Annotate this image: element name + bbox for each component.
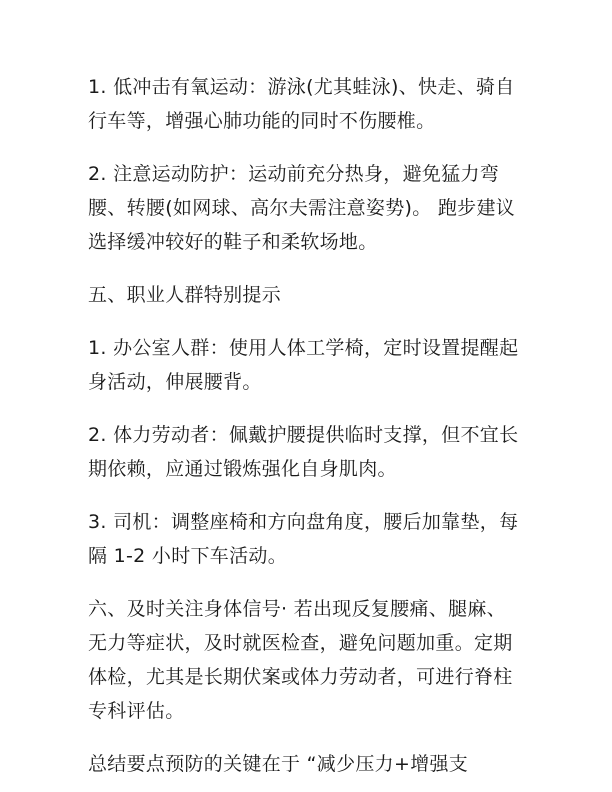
- paragraph-manual-laborers: 2. 体力劳动者：佩戴护腰提供临时支撑，但不宜长期依赖，应通过锻炼强化自身肌肉。: [88, 424, 519, 480]
- paragraph-office-workers: 1. 办公室人群：使用人体工学椅，定时设置提醒起身活动，伸展腰背。: [88, 337, 519, 393]
- section-heading-occupational-tips: 五、职业人群特别提示: [88, 284, 282, 306]
- paragraph-summary: 总结要点预防的关键在于 “减少压力+增强支: [88, 753, 469, 775]
- paragraph-low-impact-exercise: 1. 低冲击有氧运动：游泳(尤其蛙泳)、快走、骑自行车等，增强心肺功能的同时不伤腰椎。: [88, 76, 515, 132]
- paragraph-exercise-protection: 2. 注意运动防护：运动前充分热身，避免猛力弯腰、转腰(如网球、高尔夫需注意姿势)。 跑步建议选择缓冲较好的鞋子和柔软场地。: [88, 163, 516, 253]
- paragraph-drivers: 3. 司机：调整座椅和方向盘角度，腰后加靠垫，每隔 1-2 小时下车活动。: [88, 511, 519, 567]
- paragraph-body-signals: 六、及时关注身体信号· 若出现反复腰痛、腿麻、无力等症状，及时就医检查，避免问题加重。定期体检，尤其是长期伏案或体力劳动者，可进行脊柱专科评估。: [88, 598, 513, 722]
